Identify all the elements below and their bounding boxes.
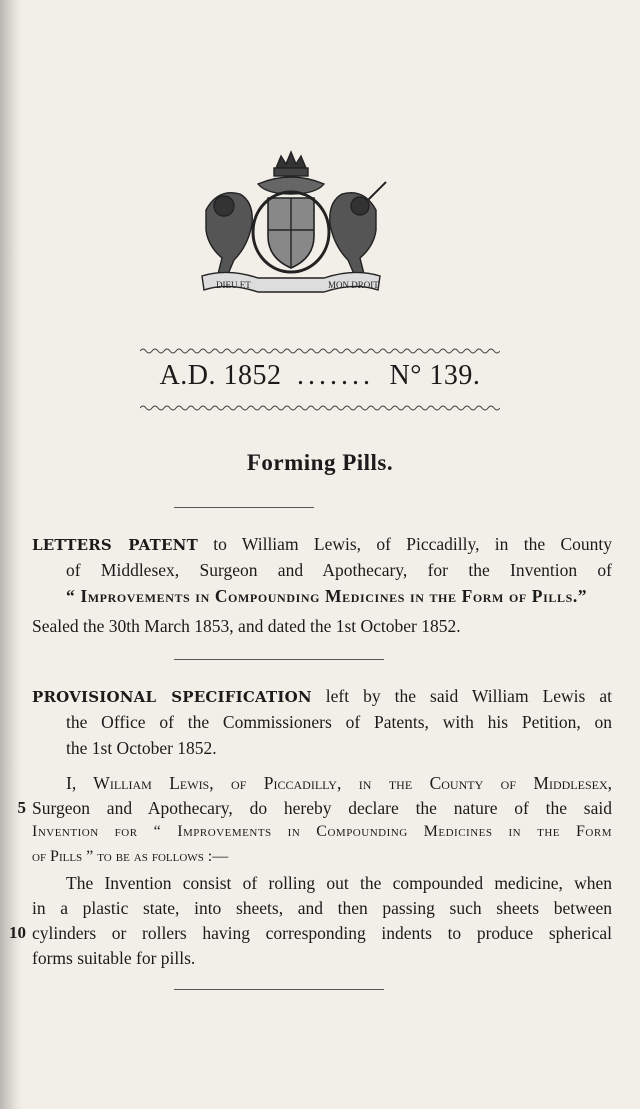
line-number-10: 10 [9, 923, 26, 942]
provisional-line-3: the 1st October 1852. [66, 738, 217, 758]
body-line-2: Surgeon and Apothecary, do hereby declare the nature of the said [32, 798, 612, 818]
provisional-line-1 [32, 686, 612, 707]
letters-patent-text-1: to William Lewis, of Piccadilly, in the County [213, 534, 612, 554]
letters-patent-line-2: of Middlesex, Surgeon and Apothecary, for the Invention of [66, 560, 612, 580]
divider-rule [174, 989, 384, 990]
divider-rule [174, 659, 384, 660]
body-line-1: I, William Lewis, of Piccadilly, in the County of Middlesex, [66, 773, 612, 793]
body-line-3: Invention for “ Improvements in Compounding Medicines in the Form [32, 823, 612, 840]
patent-year: 1852 [223, 360, 282, 391]
divider-rule [174, 507, 314, 508]
letters-patent-lead: LETTERS PATENT [32, 536, 198, 554]
sealed-line: Sealed the 30th March 1853, and dated the 1st October 1852. [32, 616, 461, 636]
ad-label: A.D. [159, 360, 217, 391]
letters-patent-line-1 [32, 534, 612, 555]
provisional-text-1: left by the said William Lewis at [325, 686, 612, 706]
line-number-5: 5 [17, 798, 26, 817]
motto-left: DIEU ET [216, 280, 251, 290]
leader-dots: ....... [297, 360, 375, 391]
letters-patent-line-3: “ Improvements in Compounding Medicines in the Form of Pills.” [66, 586, 588, 606]
patent-number: N° 139. [389, 360, 481, 391]
wavy-rule-top [140, 346, 500, 356]
body-line-8: forms suitable for pills. [32, 948, 196, 968]
provisional-line-2: the Office of the Commissioners of Patents, with his Petition, on [66, 712, 612, 732]
provisional-lead: PROVISIONAL SPECIFICATION [32, 688, 312, 706]
royal-coat-of-arms-icon [188, 150, 394, 300]
wavy-rule-bottom [140, 403, 500, 413]
body-line-6: in a plastic state, into sheets, and then passing such sheets between [32, 898, 612, 918]
document-title: Forming Pills. [246, 450, 394, 475]
patent-number-line [0, 360, 640, 392]
body-line-7: cylinders or rollers having corresponding indents to produce spherical [32, 923, 612, 943]
body-line-4: of Pills ” to be as follows :— [32, 848, 229, 865]
motto-right: MON DROIT [328, 280, 379, 290]
body-line-5: The Invention consist of rolling out the compounded medicine, when [66, 873, 612, 893]
